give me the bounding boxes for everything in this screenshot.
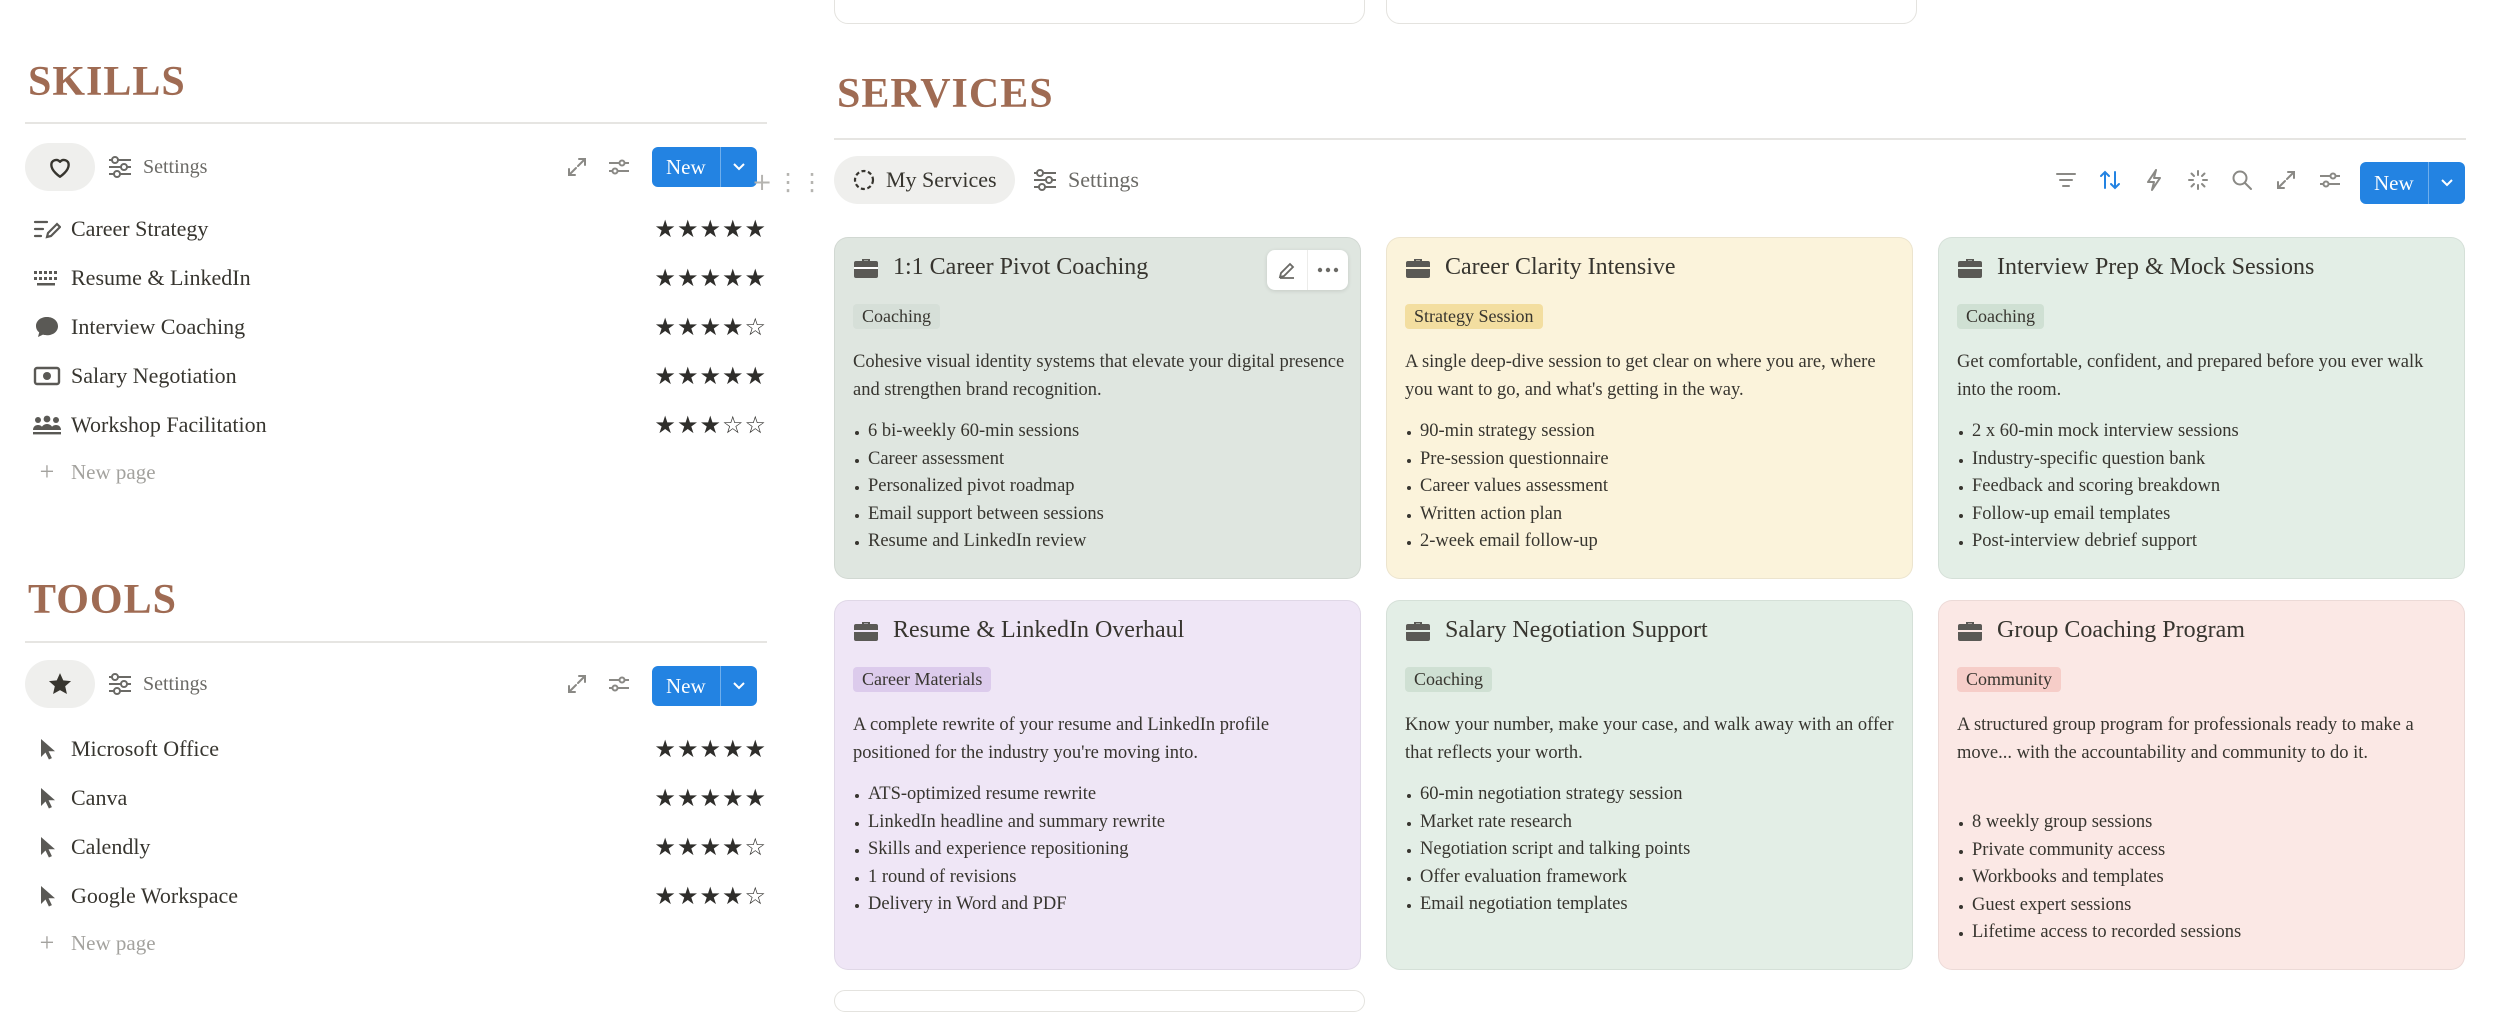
cursor-icon (31, 880, 63, 912)
category-tag: Coaching (1405, 667, 1492, 692)
list-item: Negotiation script and talking points (1405, 836, 1897, 864)
list-item: Career values assessment (1405, 473, 1897, 501)
category-tag: Strategy Session (1405, 304, 1543, 329)
list-item: Guest expert sessions (1957, 892, 2449, 920)
sliders-icon (1032, 168, 1058, 192)
plus-icon: + (39, 928, 55, 957)
new-page-label: New page (71, 930, 156, 955)
chevron-down-icon[interactable] (2428, 162, 2465, 204)
filter-icon[interactable] (2050, 164, 2082, 196)
service-card[interactable] (834, 600, 1361, 970)
list-item: 6 bi-weekly 60-min sessions (853, 418, 1345, 446)
briefcase-icon (1405, 618, 1431, 644)
services-settings-label: Settings (1068, 167, 1139, 192)
sliders-icon (107, 672, 133, 696)
dashed-circle-icon (852, 168, 876, 192)
list-item: 60-min negotiation strategy session (1405, 781, 1897, 809)
list-item: Post-interview debrief support (1957, 528, 2449, 556)
skills-new-button[interactable] (652, 147, 757, 187)
tools-list (25, 724, 767, 966)
services-view-bar (834, 156, 2466, 206)
list-item: Follow-up email templates (1957, 501, 2449, 529)
list-item: Career assessment (853, 446, 1345, 474)
card-actions (1267, 250, 1348, 290)
list-item[interactable] (25, 400, 767, 449)
skills-heading: SKILLS (28, 59, 186, 105)
sliders-icon (107, 155, 133, 179)
list-item: Private community access (1957, 837, 2449, 865)
card-stub (834, 0, 1365, 24)
services-heading: SERVICES (837, 71, 1054, 117)
card-description: A structured group program for professionals ready to make a move... with the accountability and community to do it. (1957, 715, 2414, 763)
skills-settings-label: Settings (143, 155, 208, 178)
row-title: Microsoft Office (71, 735, 220, 761)
service-card[interactable] (834, 237, 1361, 579)
row-title: Canva (71, 784, 128, 810)
tools-new-label: New (666, 673, 706, 698)
card-title (1405, 617, 1708, 644)
group-icon (31, 409, 63, 441)
row-title: Google Workspace (71, 882, 239, 908)
speech-bubble-icon (31, 311, 63, 343)
briefcase-icon (1957, 255, 1983, 281)
rating-stars: ★★★★☆ (654, 881, 767, 910)
list-item[interactable] (25, 822, 767, 871)
customize-icon[interactable] (603, 151, 635, 183)
row-title: Resume & LinkedIn (71, 264, 251, 290)
card-title (853, 617, 1184, 644)
list-item: 2-week email follow-up (1405, 528, 1897, 556)
tools-new-button[interactable] (652, 666, 757, 706)
drag-dots-icon[interactable]: ⋮⋮ (776, 168, 825, 196)
list-item[interactable] (25, 871, 767, 920)
list-item: LinkedIn headline and summary rewrite (853, 809, 1345, 837)
card-bullet-list (1405, 418, 1897, 556)
list-item[interactable] (25, 724, 767, 773)
card-stub (1386, 0, 1917, 24)
briefcase-icon (1957, 618, 1983, 644)
lightning-icon[interactable] (2138, 164, 2170, 196)
card-title-text: Career Clarity Intensive (1445, 254, 1676, 280)
card-description: A single deep-dive session to get clear on where you are, where you want to go, and what's getting in the way. (1405, 352, 1876, 400)
star-view-tab[interactable] (25, 660, 95, 708)
service-card[interactable] (1386, 237, 1913, 579)
list-item: Market rate research (1405, 809, 1897, 837)
card-title-text: Interview Prep & Mock Sessions (1997, 254, 2315, 280)
list-item: Delivery in Word and PDF (853, 891, 1345, 919)
heart-view-tab[interactable] (25, 143, 95, 191)
list-item: Feedback and scoring breakdown (1957, 473, 2449, 501)
briefcase-icon (1405, 255, 1431, 281)
list-item: 1 round of revisions (853, 864, 1345, 892)
list-item[interactable] (25, 253, 767, 302)
row-title: Salary Negotiation (71, 362, 237, 388)
card-description: Know your number, make your case, and walk away with an offer that reflects your worth. (1405, 715, 1894, 763)
list-item[interactable] (25, 773, 767, 822)
keyboard-icon (31, 262, 63, 294)
chevron-down-icon[interactable] (720, 666, 757, 706)
list-item: Workbooks and templates (1957, 864, 2449, 892)
card-bullet-list (1957, 809, 2449, 947)
list-item: Industry-specific question bank (1957, 446, 2449, 474)
list-item[interactable] (25, 204, 767, 253)
cursor-icon (31, 782, 63, 814)
category-tag: Career Materials (853, 667, 991, 692)
new-page-button[interactable] (25, 920, 767, 966)
skills-new-label: New (666, 154, 706, 179)
card-bullet-list (1957, 418, 2449, 556)
list-item: Pre-session questionnaire (1405, 446, 1897, 474)
services-new-button[interactable] (2360, 162, 2465, 204)
skills-divider (25, 122, 767, 124)
card-title (1957, 617, 2245, 644)
rating-stars: ★★★★★ (654, 214, 767, 243)
rating-stars: ★★★☆☆ (654, 410, 767, 439)
list-item: Written action plan (1405, 501, 1897, 529)
tools-settings-label: Settings (143, 672, 208, 695)
tools-heading: TOOLS (28, 577, 177, 623)
card-title (853, 254, 1148, 281)
tab-label: My Services (886, 167, 997, 192)
card-stub (834, 990, 1365, 1012)
list-item: Resume and LinkedIn review (853, 528, 1345, 556)
service-card[interactable] (1938, 237, 2465, 579)
list-item: 90-min strategy session (1405, 418, 1897, 446)
list-item: Offer evaluation framework (1405, 864, 1897, 892)
new-page-button[interactable] (25, 449, 767, 495)
card-title-text: 1:1 Career Pivot Coaching (893, 254, 1149, 280)
row-title: Career Strategy (71, 215, 209, 241)
card-description: A complete rewrite of your resume and LinkedIn profile positioned for the industry you're moving into. (853, 715, 1270, 763)
list-item: 2 x 60-min mock interview sessions (1957, 418, 2449, 446)
heart-icon (47, 155, 73, 179)
customize-icon[interactable] (603, 668, 635, 700)
list-item: Email negotiation templates (1405, 891, 1897, 919)
pen-lines-icon (31, 213, 63, 245)
row-title: Workshop Facilitation (71, 411, 267, 437)
tab-my-services[interactable] (834, 156, 1015, 204)
card-bullet-list (853, 781, 1345, 919)
banknote-icon (31, 360, 63, 392)
skills-list (25, 204, 767, 495)
rating-stars: ★★★★★ (654, 734, 767, 763)
rating-stars: ★★★★★ (654, 783, 767, 812)
rating-stars: ★★★★☆ (654, 832, 767, 861)
card-description: Cohesive visual identity systems that elevate your digital presence and strengthen brand recognition. (853, 352, 1345, 400)
new-page-label: New page (71, 459, 156, 484)
service-card[interactable] (1938, 600, 2465, 970)
rating-stars: ★★★★☆ (654, 312, 767, 341)
list-item[interactable] (25, 351, 767, 400)
list-item: Lifetime access to recorded sessions (1957, 919, 2449, 947)
card-title-text: Resume & LinkedIn Overhaul (893, 617, 1185, 643)
category-tag: Coaching (853, 304, 940, 329)
list-item: 8 weekly group sessions (1957, 809, 2449, 837)
row-title: Interview Coaching (71, 313, 246, 339)
list-item: ATS-optimized resume rewrite (853, 781, 1345, 809)
plus-icon[interactable]: + (752, 168, 773, 196)
expand-icon[interactable] (561, 668, 593, 700)
card-bullet-list (853, 418, 1345, 556)
card-title-text: Salary Negotiation Support (1445, 617, 1708, 643)
briefcase-icon (853, 255, 879, 281)
search-icon[interactable] (2226, 164, 2258, 196)
edit-icon[interactable] (1267, 250, 1307, 290)
rating-stars: ★★★★★ (654, 263, 767, 292)
list-item[interactable] (25, 302, 767, 351)
list-item: Email support between sessions (853, 501, 1345, 529)
expand-icon[interactable] (2270, 164, 2302, 196)
skills-view-bar (25, 143, 767, 191)
category-tag: Community (1957, 667, 2061, 692)
star-icon (47, 671, 73, 697)
services-divider (834, 138, 2466, 140)
card-title (1957, 254, 2314, 281)
tools-settings-button[interactable] (107, 660, 207, 708)
sparkle-icon[interactable] (2182, 164, 2214, 196)
customize-icon[interactable] (2314, 164, 2346, 196)
tools-view-bar (25, 660, 767, 708)
services-settings-button[interactable] (1032, 156, 1139, 204)
tools-divider (25, 641, 767, 643)
more-options-icon[interactable] (1307, 250, 1348, 290)
card-title (1405, 254, 1676, 281)
list-item: Skills and experience repositioning (853, 836, 1345, 864)
plus-icon: + (39, 457, 55, 486)
service-card[interactable] (1386, 600, 1913, 970)
row-title: Calendly (71, 833, 151, 859)
briefcase-icon (853, 618, 879, 644)
card-title-text: Group Coaching Program (1997, 617, 2245, 643)
card-bullet-list (1405, 781, 1897, 919)
expand-icon[interactable] (561, 151, 593, 183)
category-tag: Coaching (1957, 304, 2044, 329)
sort-icon[interactable] (2094, 164, 2126, 196)
cursor-icon (31, 831, 63, 863)
block-drag-handle[interactable] (752, 168, 824, 196)
skills-settings-button[interactable] (107, 143, 207, 191)
services-new-label: New (2374, 170, 2414, 195)
card-description: Get comfortable, confident, and prepared before you ever walk into the room. (1957, 352, 2424, 400)
cursor-icon (31, 733, 63, 765)
rating-stars: ★★★★★ (654, 361, 767, 390)
list-item: Personalized pivot roadmap (853, 473, 1345, 501)
